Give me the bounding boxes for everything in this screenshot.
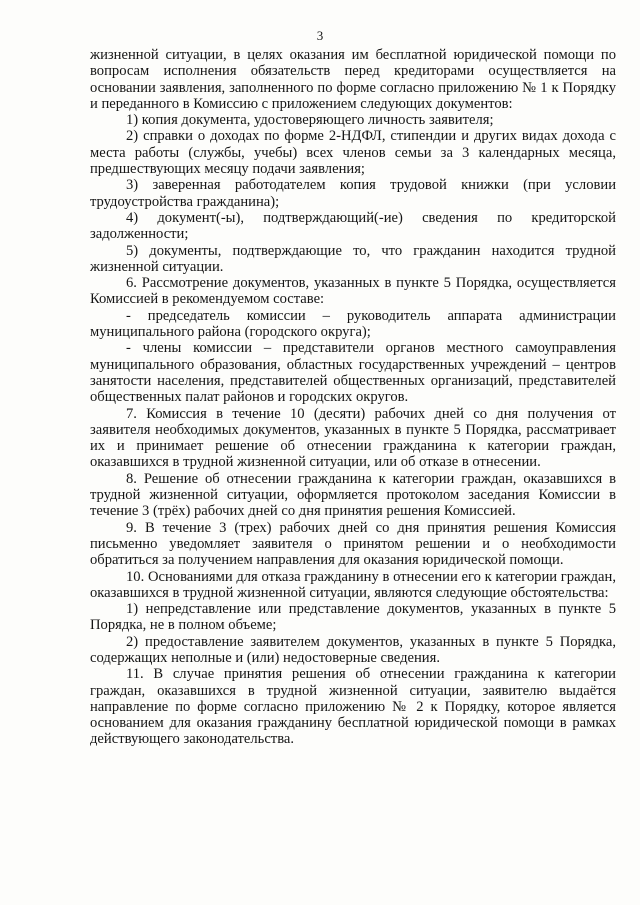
list-item-1-identity-copy: 1) копия документа, удостоверяющего личность заявителя; [126, 112, 494, 129]
list-item-5-hardship-documents: 5) документы, подтверждающие то, что гражданин находится трудной жизненной ситуации. [90, 242, 616, 275]
paragraph-intro-continuation: жизненной ситуации, в целях оказания им бесплатной юридической помощи по вопросам исполнения обязательств перед кредиторами осуществляется на основании заявления, заполненного по форме согласно приложению № 1 к Порядку и переданного в Комиссию с приложением следующих документов: [90, 47, 616, 112]
list-item-refusal-incomplete: 1) непредставление или представление документов, указанных в пункте 5 Порядка, не в полном объеме; [90, 601, 616, 634]
paragraph-11-referral: 11. В случае принятия решения об отнесении гражданина к категории граждан, оказавшихся в трудной жизненной ситуации, заявителю выдаётся направление по форме согласно приложению № 2 к Порядку, которое является основанием для оказания гражданину бесплатной юридической помощи в рамках действующего законодательства. [90, 666, 616, 748]
list-item-commission-members: - члены комиссии – представители органов местного самоуправления муниципального образования, областных государственных учреждений – центров занятости населения, представителей общественных организаций, представителей общественных палат районов и городских округов. [90, 340, 616, 406]
paragraph-8-protocol: 8. Решение об отнесении гражданина к категории граждан, оказавшихся в трудной жизненной ситуации, оформляется протоколом заседания Комиссии в течение 3 (трёх) рабочих дней со дня принятия решения Комиссией. [90, 470, 616, 520]
list-item-3-employment-record: 3) заверенная работодателем копия трудовой книжки (при условии трудоустройства гражданина); [90, 177, 616, 210]
paragraph-6-review: 6. Рассмотрение документов, указанных в пункте 5 Порядка, осуществляется Комиссией в рекомендуемом составе: [90, 275, 616, 308]
paragraph-10-refusal-grounds: 10. Основаниями для отказа гражданину в отнесении его к категории граждан, оказавшихся в трудной жизненной ситуации, являются следующие обстоятельства: [90, 568, 616, 601]
list-item-refusal-unreliable: 2) предоставление заявителем документов, указанных в пункте 5 Порядка, содержащих неполные и (или) недостоверные сведения. [90, 633, 616, 666]
document-body [90, 47, 616, 748]
list-item-2-income-certificates: 2) справки о доходах по форме 2-НДФЛ, стипендии и других видах дохода с места работы (службы, учебы) всех членов семьи за 3 календарных месяца, предшествующих месяцу подачи заявления; [90, 128, 616, 178]
list-item-4-debt-documents: 4) документ(-ы), подтверждающий(-ие) сведения по кредиторской задолженности; [90, 209, 616, 243]
list-item-commission-chair: - председатель комиссии – руководитель аппарата администрации муниципального района (городского округа); [90, 307, 616, 341]
page-number: 3 [316, 28, 324, 43]
paragraph-9-notification: 9. В течение 3 (трех) рабочих дней со дня принятия решения Комиссия письменно уведомляет заявителя о принятом решении и о необходимости обратиться за получением направления для оказания юридической помощи. [90, 519, 616, 569]
paragraph-7-decision-term: 7. Комиссия в течение 10 (десяти) рабочих дней со дня получения от заявителя необходимых документов, указанных в пункте 5 Порядка, рассматривает их и принимает решение об отнесении гражданина к категории граждан, оказавшихся в трудной жизненной ситуации, или об отказе в отнесении. [90, 405, 616, 471]
